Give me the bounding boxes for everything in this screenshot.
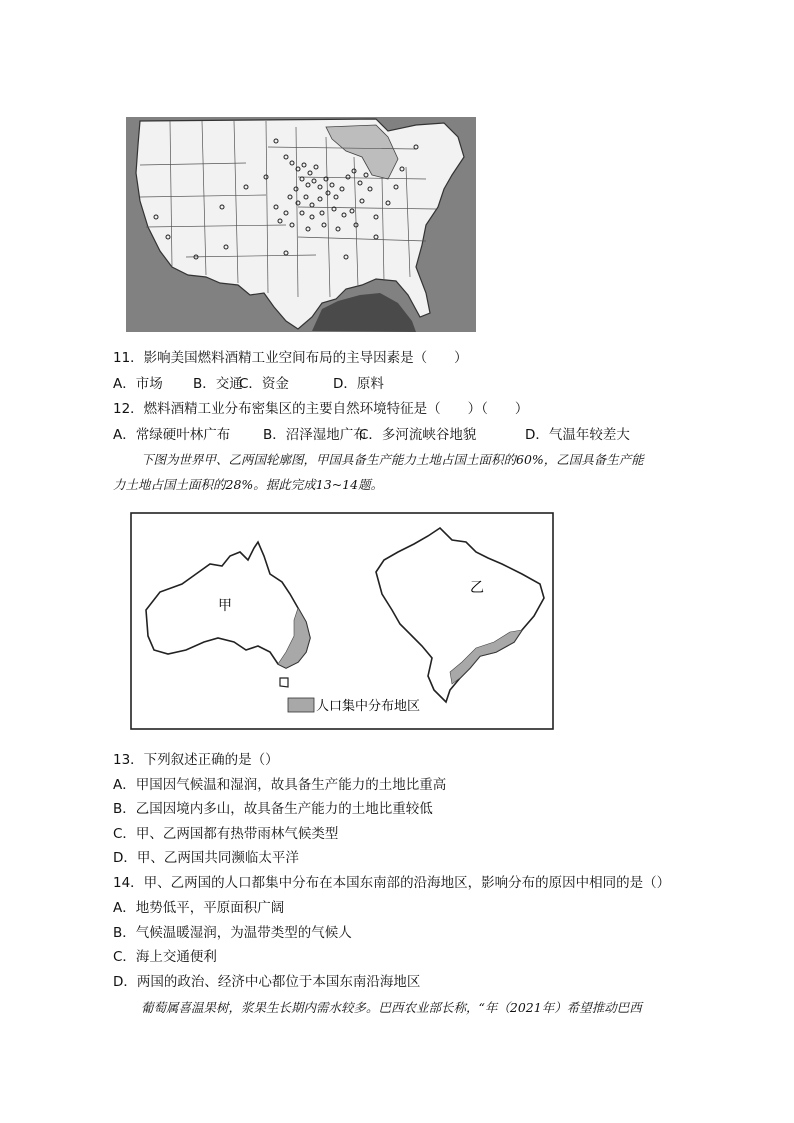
q12-option-d[interactable]: D．气温年较差大 bbox=[525, 427, 630, 443]
q12-option-b[interactable]: B．沼泽湿地广布 bbox=[263, 427, 367, 443]
legend-swatch bbox=[288, 698, 314, 712]
q13-option-c[interactable]: C．甲、乙两国都有热带雨林气候类型 bbox=[113, 826, 339, 842]
legend-label: 人口集中分布地区 bbox=[316, 699, 421, 714]
intro-13-line1: 下图为世界甲、乙两国轮廓图，甲国具备生产能力土地占国土面积的60%，乙国具备生产能 bbox=[141, 452, 644, 467]
tasmania-outline bbox=[280, 678, 288, 687]
q13-option-d[interactable]: D．甲、乙两国共同濒临太平洋 bbox=[113, 850, 299, 866]
q13-option-b[interactable]: B．乙国因境内多山，故具备生产能力的土地比重较低 bbox=[113, 801, 433, 817]
intro-15-line1: 葡萄属喜温果树，浆果生长期内需水较多。巴西农业部长称，“年（2021年）希望推动巴西 bbox=[141, 1000, 642, 1015]
q14-stem: 14．甲、乙两国的人口都集中分布在本国东南部的沿海地区，影响分布的原因中相同的是（） bbox=[113, 875, 671, 891]
q11-options bbox=[113, 375, 384, 393]
q12-stem: 12．燃料酒精工业分布密集区的主要自然环境特征是（ ）（ ） bbox=[113, 401, 529, 417]
q12-option-c[interactable]: C．多河流峡谷地貌 bbox=[359, 427, 477, 443]
q11-option-d[interactable]: D．原料 bbox=[333, 376, 384, 392]
q12-options bbox=[113, 426, 630, 444]
q13-option-a[interactable]: A．甲国因气候温和湿润，故具备生产能力的土地比重高 bbox=[113, 777, 447, 793]
q11-stem: 11．影响美国燃料酒精工业空间布局的主导因素是（ ） bbox=[113, 350, 468, 366]
q14-option-b[interactable]: B．气候温暖湿润，为温带类型的气候人 bbox=[113, 925, 352, 941]
label-yi: 乙 bbox=[470, 580, 484, 596]
country-outline-map bbox=[130, 512, 554, 730]
q11-option-b[interactable]: B．交通 bbox=[193, 376, 243, 392]
q11-option-a[interactable]: A．市场 bbox=[113, 376, 163, 392]
q14-option-a[interactable]: A．地势低平，平原面积广阔 bbox=[113, 900, 285, 916]
label-jia: 甲 bbox=[218, 598, 232, 614]
q13-stem: 13．下列叙述正确的是（） bbox=[113, 752, 279, 768]
intro-15 bbox=[113, 995, 709, 1020]
usa-ethanol-map bbox=[126, 117, 476, 332]
intro-13-14 bbox=[113, 447, 709, 497]
q14-option-c[interactable]: C．海上交通便利 bbox=[113, 949, 217, 965]
q14-option-d[interactable]: D．两国的政治、经济中心都位于本国东南沿海地区 bbox=[113, 974, 421, 990]
q11-option-c[interactable]: C．资金 bbox=[239, 376, 289, 392]
intro-13-line2: 力土地占国土面积的28%。据此完成13~14题。 bbox=[113, 477, 384, 492]
q12-option-a[interactable]: A．常绿硬叶林广布 bbox=[113, 427, 231, 443]
